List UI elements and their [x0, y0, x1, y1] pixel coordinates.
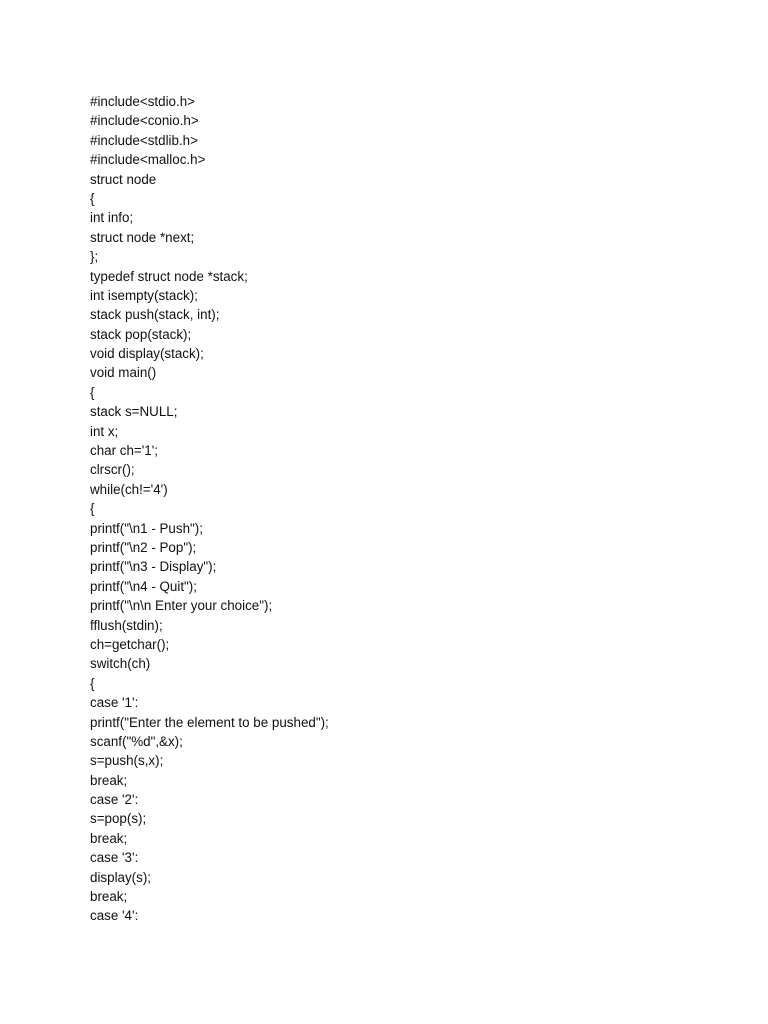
code-line: { — [90, 501, 95, 517]
code-line: printf("\n4 - Quit"); — [90, 578, 197, 594]
code-line: printf("Enter the element to be pushed"); — [90, 714, 329, 730]
code-line: switch(ch) — [90, 656, 151, 672]
code-line: #include<conio.h> — [90, 113, 199, 129]
code-line: printf("\n2 - Pop"); — [90, 539, 197, 555]
code-line: s=pop(s); — [90, 811, 147, 827]
code-line: { — [90, 384, 95, 400]
code-line: scanf("%d",&x); — [90, 733, 183, 749]
code-line: display(s); — [90, 869, 152, 885]
code-line: void main() — [90, 365, 157, 381]
code-line: #include<stdio.h> — [90, 94, 195, 109]
code-line: case '3': — [90, 850, 139, 866]
code-line: case '1': — [90, 695, 139, 711]
code-line: struct node *next; — [90, 229, 195, 245]
code-line: break; — [90, 889, 128, 905]
code-line: break; — [90, 830, 128, 846]
code-line: #include<stdlib.h> — [90, 132, 198, 148]
code-line: stack pop(stack); — [90, 326, 192, 342]
code-line: int x; — [90, 423, 119, 439]
code-line: case '4': — [90, 908, 139, 924]
code-listing — [90, 92, 690, 926]
code-line: struct node — [90, 171, 157, 187]
code-line: int info; — [90, 210, 134, 226]
code-line: }; — [90, 249, 99, 265]
code-line: stack s=NULL; — [90, 404, 178, 420]
code-line: stack push(stack, int); — [90, 307, 220, 323]
code-line: printf("\n1 - Push"); — [90, 520, 203, 536]
code-line: clrscr(); — [90, 462, 135, 478]
code-line: case '2': — [90, 792, 139, 808]
code-line: printf("\n\n Enter your choice"); — [90, 598, 273, 614]
code-line: printf("\n3 - Display"); — [90, 559, 217, 575]
code-line: typedef struct node *stack; — [90, 268, 248, 284]
code-line: void display(stack); — [90, 346, 204, 362]
code-line: ch=getchar(); — [90, 636, 170, 652]
code-line: s=push(s,x); — [90, 753, 164, 769]
code-line: break; — [90, 772, 128, 788]
code-line: { — [90, 190, 95, 206]
code-line: char ch='1'; — [90, 443, 159, 459]
code-line: fflush(stdin); — [90, 617, 163, 633]
code-line: #include<malloc.h> — [90, 152, 206, 168]
code-line: { — [90, 675, 95, 691]
code-line: while(ch!='4') — [90, 481, 168, 497]
code-line: int isempty(stack); — [90, 287, 198, 303]
